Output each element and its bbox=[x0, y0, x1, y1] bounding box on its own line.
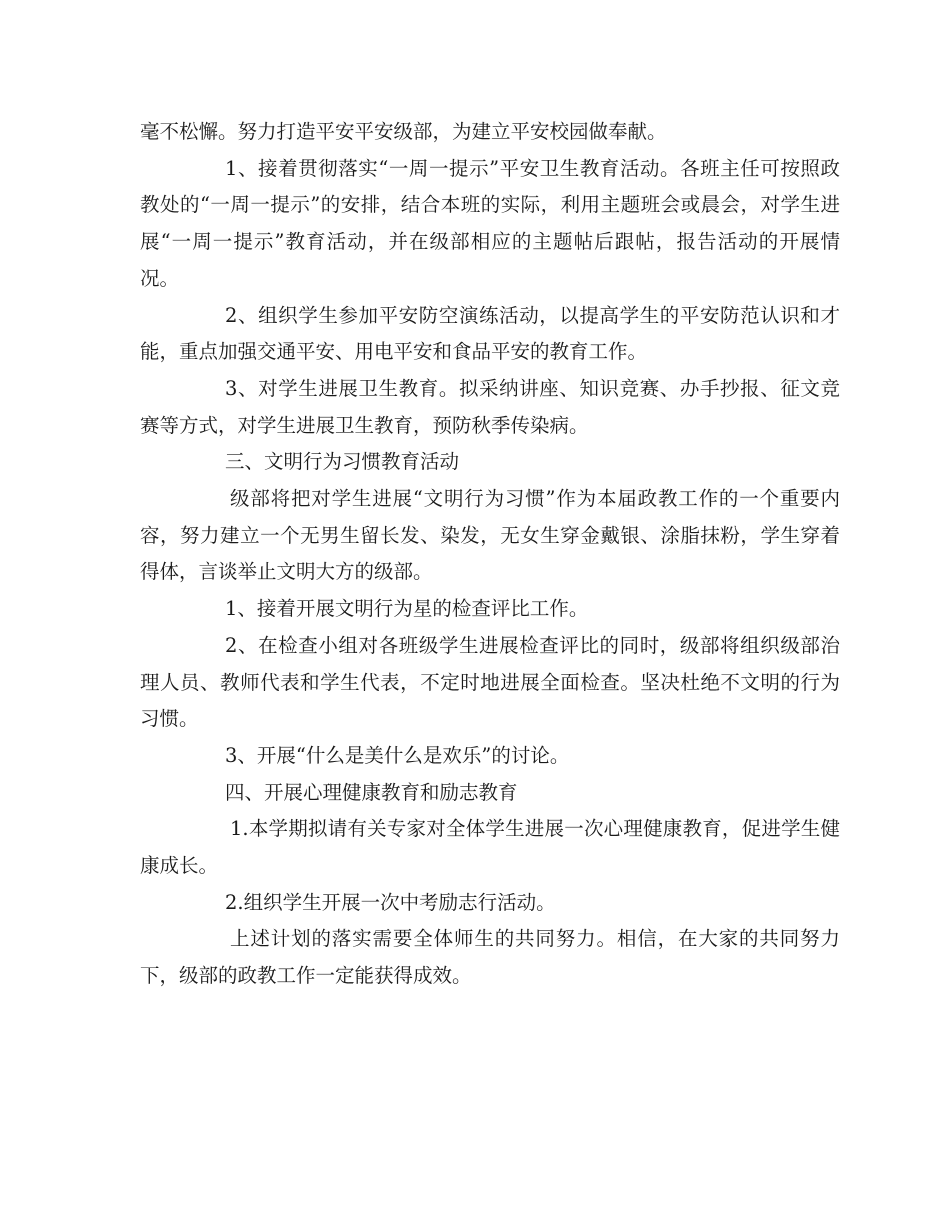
section-heading-3: 三、文明行为习惯教育活动 bbox=[225, 450, 460, 474]
paragraph-item-3: 3、开展“什么是美什么是欢乐”的讨论。 bbox=[225, 743, 570, 767]
paragraph-item-2: 2、组织学生参加平安防空演练活动，以提高学生的平安防范认识和才能，重点加强交通平安、用电平安和食品平安的教育工作。 bbox=[140, 303, 840, 364]
paragraph-item-1: 1.本学期拟请有关专家对全体学生进展一次心理健康教育，促进学生健康成长。 bbox=[140, 817, 840, 878]
paragraph-item-2: 2、在检查小组对各班级学生进展检查评比的同时，级部将组织级部治理人员、教师代表和学生代表，不定时地进展全面检查。坚决杜绝不文明的行为习惯。 bbox=[140, 633, 840, 731]
paragraph-item-1: 1、接着贯彻落实“一周一提示”平安卫生教育活动。各班主任可按照政教处的“一周一提示”的安排，结合本班的实际，利用主题班会或晨会，对学生进展“一周一提示”教育活动，并在级部相应的主题帖后跟帖，报告活动的开展情况。 bbox=[140, 156, 840, 290]
paragraph-item-3: 3、对学生进展卫生教育。拟采纳讲座、知识竞赛、办手抄报、征文竞赛等方式，对学生进展卫生教育，预防秋季传染病。 bbox=[140, 376, 840, 437]
section-heading-4: 四、开展心理健康教育和励志教育 bbox=[225, 780, 518, 804]
document-body bbox=[140, 114, 840, 995]
paragraph-conclusion: 上述计划的落实需要全体师生的共同努力。相信，在大家的共同努力下，级部的政教工作一定能获得成效。 bbox=[140, 927, 840, 988]
paragraph-item-2: 2.组织学生开展一次中考励志行活动。 bbox=[225, 890, 556, 914]
paragraph-item-1: 1、接着开展文明行为星的检查评比工作。 bbox=[225, 597, 589, 621]
paragraph-section-3-intro: 级部将把对学生进展“文明行为习惯”作为本届政教工作的一个重要内容，努力建立一个无男生留长发、染发，无女生穿金戴银、涂脂抹粉，学生穿着得体，言谈举止文明大方的级部。 bbox=[140, 487, 840, 584]
paragraph-continuation: 毫不松懈。努力打造平安平安级部，为建立平安校园做奉献。 bbox=[140, 120, 667, 143]
